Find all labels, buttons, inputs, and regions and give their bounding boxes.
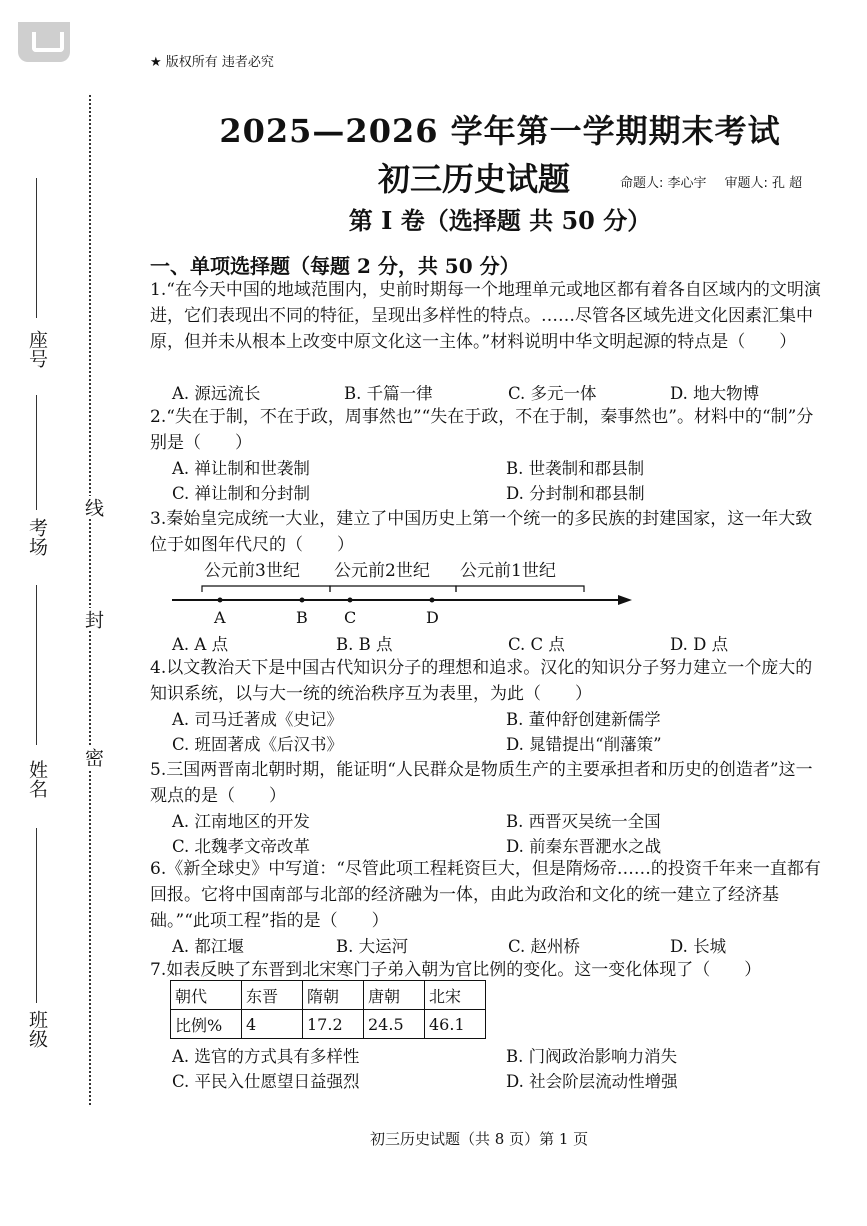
q2-option-a[interactable]: A. 禅让制和世袭制 — [172, 459, 310, 478]
table-row — [171, 1010, 486, 1039]
table-header-row — [171, 981, 486, 1010]
q4-option-a[interactable]: A. 司马迁著成《史记》 — [172, 710, 343, 729]
setter: 命题人: 李心宇 — [620, 176, 707, 191]
section-title: 一、单项选择题（每题 2 分，共 50 分） — [150, 254, 520, 278]
reviewer: 审题人: 孔 超 — [724, 176, 803, 191]
q1-options — [172, 380, 822, 404]
timeline-label-3c: 公元前3世纪 — [204, 561, 300, 581]
q7-option-b[interactable]: B. 门阀政治影响力消失 — [506, 1047, 678, 1066]
q5-option-c[interactable]: C. 北魏孝文帝改革 — [172, 837, 311, 856]
question-7: 7.如表反映了东晋到北宋寒门子弟入朝为官比例的变化。这一变化体现了（ ） — [150, 960, 762, 980]
q7-option-a[interactable]: A. 选官的方式具有多样性 — [172, 1047, 360, 1066]
exam-subtitle: 初三历史试题 — [378, 160, 571, 198]
question-1: 1.“在今天中国的地域范围内，史前时期每一个地理单元或地区都有着各自区域内的文明演进，它们表现出不同的特征，呈现出多样性的特点。……尽管各区域先进文化因素汇集中原，但并未从根本上改变中原文化这一主体。”材料说明中华文明起源的特点是（ ） — [150, 280, 821, 352]
q7-option-d[interactable]: D. 社会阶层流动性增强 — [506, 1072, 678, 1091]
table-cell: 北宋 — [425, 981, 486, 1010]
q7-table — [170, 980, 486, 1039]
q1-option-b[interactable]: B. 千篇一律 — [344, 384, 433, 403]
question-5: 5.三国两晋南北朝时期，能证明“人民群众是物质生产的主要承担者和历史的创造者”这一观点的是（ ） — [150, 760, 813, 806]
question-6: 6.《新全球史》中写道：“尽管此项工程耗资巨大，但是隋炀帝……的投资千年来一直都有回报。它将中国南部与北部的经济融为一体，由此为政治和文化的统一建立了经济基础。”“此项工程”指的是（ ） — [150, 859, 821, 931]
q4-option-b[interactable]: B. 董仲舒创建新儒学 — [506, 710, 661, 729]
q6-option-c[interactable]: C. 赵州桥 — [508, 937, 581, 956]
exam-title: 2025—2026 学年第一学期期末考试 — [219, 112, 781, 150]
exam-room-label: 考场 — [26, 518, 48, 556]
q5-option-d[interactable]: D. 前秦东晋淝水之战 — [506, 837, 662, 856]
q5-option-a[interactable]: A. 江南地区的开发 — [172, 812, 310, 831]
q2-option-b[interactable]: B. 世袭制和郡县制 — [506, 459, 645, 478]
class-label: 班级 — [26, 1010, 48, 1048]
table-cell: 46.1 — [425, 1010, 486, 1039]
table-cell: 隋朝 — [303, 981, 364, 1010]
name-label: 姓名 — [26, 760, 48, 798]
timeline-point-c: C — [344, 608, 357, 627]
q6-option-d[interactable]: D. 长城 — [670, 937, 727, 956]
table-cell: 朝代 — [171, 981, 242, 1010]
table-cell: 比例% — [171, 1010, 242, 1039]
page-footer: 初三历史试题（共 8 页）第 1 页 — [370, 1130, 589, 1148]
q4-option-d[interactable]: D. 晁错提出“削藩策” — [506, 735, 662, 754]
q1-option-a[interactable]: A. 源远流长 — [172, 384, 261, 403]
q1-option-d[interactable]: D. 地大物博 — [670, 384, 760, 403]
q4-option-c[interactable]: C. 班固著成《后汉书》 — [172, 735, 344, 754]
q2-options — [172, 455, 822, 503]
binding-char-secret: 密 — [80, 746, 107, 769]
timeline-label-1c: 公元前1世纪 — [460, 561, 556, 581]
table-cell: 4 — [242, 1010, 303, 1039]
binding-char-seal: 封 — [80, 608, 107, 631]
class-line — [36, 828, 37, 1003]
table-cell: 唐朝 — [364, 981, 425, 1010]
q6-option-b[interactable]: B. 大运河 — [336, 937, 409, 956]
q6-options — [172, 933, 822, 957]
brand-logo — [18, 22, 70, 62]
question-4: 4.以文教治天下是中国古代知识分子的理想和追求。汉化的知识分子努力建立一个庞大的知识系统，以与大一统的统治秩序互为表里，为此（ ） — [150, 658, 813, 704]
q3-options — [172, 631, 822, 655]
table-cell: 24.5 — [364, 1010, 425, 1039]
q7-option-c[interactable]: C. 平民入仕愿望日益强烈 — [172, 1072, 360, 1091]
q2-option-c[interactable]: C. 禅让制和分封制 — [172, 484, 311, 503]
question-2: 2.“失在于制，不在于政，周事然也”“失在于政，不在于制，秦事然也”。材料中的“制”分别是（ ） — [150, 407, 814, 453]
binding-dotted-line — [89, 95, 91, 1105]
authors — [620, 172, 820, 191]
seat-line — [36, 178, 37, 318]
q4-options — [172, 706, 822, 754]
name-line-top — [36, 585, 37, 745]
q7-options — [172, 1043, 822, 1091]
q3-option-b[interactable]: B. B 点 — [336, 635, 393, 654]
q6-option-a[interactable]: A. 都江堰 — [172, 937, 244, 956]
question-3: 3.秦始皇完成统一大业，建立了中国历史上第一个统一的多民族的封建国家，这一年大致位于如图年代尺的（ ） — [150, 509, 813, 555]
exam-room-line — [36, 395, 37, 510]
timeline-label-2c: 公元前2世纪 — [334, 561, 430, 581]
q3-option-d[interactable]: D. D 点 — [670, 635, 729, 654]
q1-option-c[interactable]: C. 多元一体 — [508, 384, 597, 403]
q5-option-b[interactable]: B. 西晋灭吴统一全国 — [506, 812, 661, 831]
timeline-figure — [170, 556, 640, 628]
q3-option-c[interactable]: C. C 点 — [508, 635, 565, 654]
part-title: 第 I 卷（选择题 共 50 分） — [348, 206, 652, 235]
seat-label: 座号 — [26, 330, 48, 368]
table-cell: 17.2 — [303, 1010, 364, 1039]
q2-option-d[interactable]: D. 分封制和郡县制 — [506, 484, 645, 503]
copyright-note: ★ 版权所有 违者必究 — [150, 55, 274, 70]
timeline-point-a: A — [214, 608, 226, 627]
timeline-point-b: B — [296, 608, 308, 627]
q3-option-a[interactable]: A. A 点 — [172, 635, 229, 654]
table-cell: 东晋 — [242, 981, 303, 1010]
timeline-point-d: D — [426, 608, 439, 627]
q5-options — [172, 808, 822, 856]
binding-char-line: 线 — [80, 496, 107, 519]
